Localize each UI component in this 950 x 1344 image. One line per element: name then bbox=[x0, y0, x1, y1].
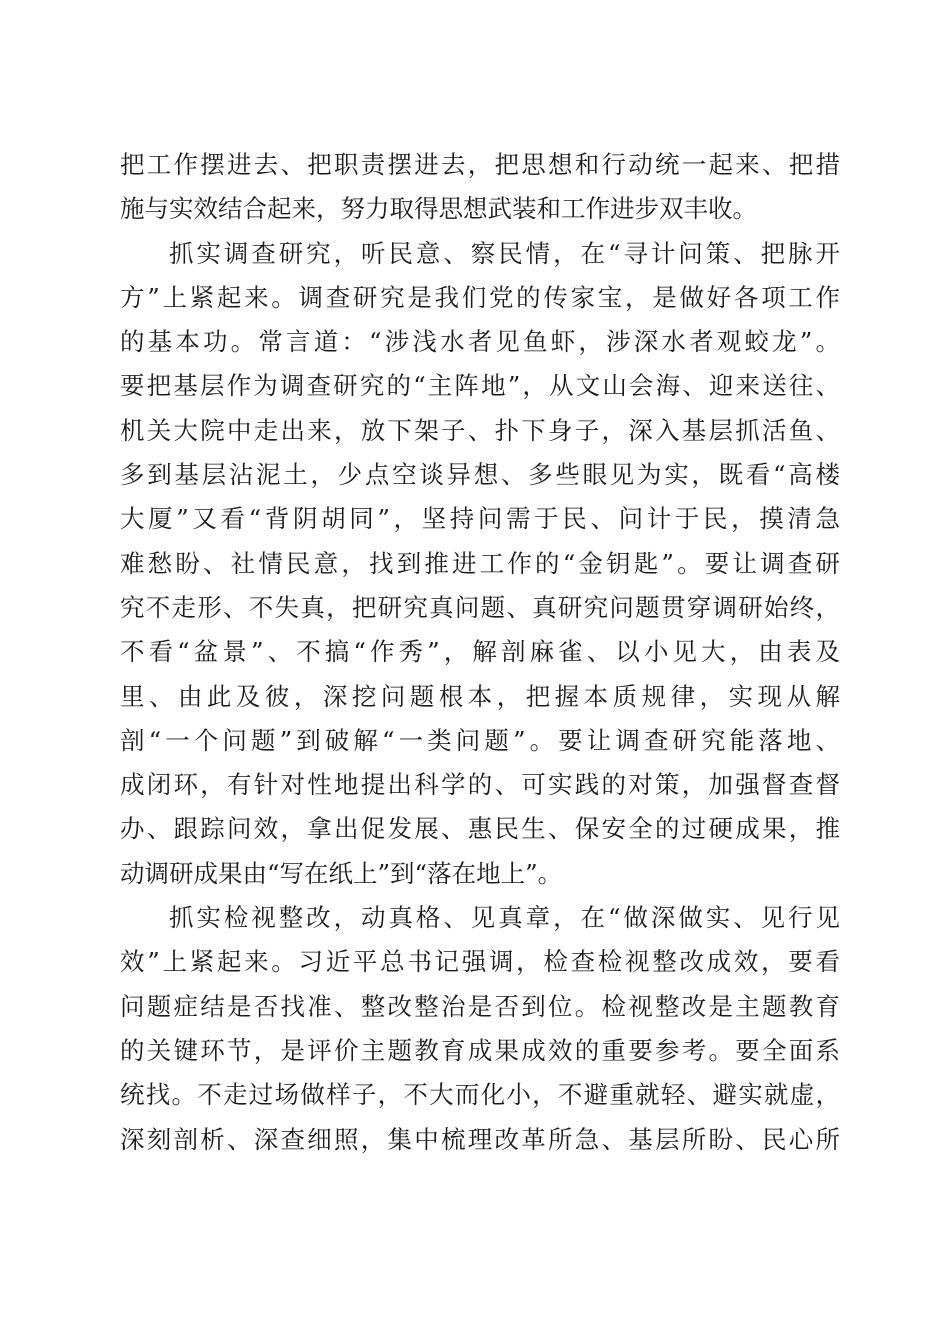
text-line: 问题症结是否找准、整改整治是否到位。检视整改是主题教育 bbox=[120, 991, 840, 1021]
text-line: 究不走形、不失真，把研究真问题、真研究问题贯穿调研始终， bbox=[120, 592, 840, 622]
text-line: 成闭环，有针对性地提出科学的、可实践的对策，加强督查督 bbox=[120, 770, 840, 800]
text-line: 机关大院中走出来，放下架子、扑下身子，深入基层抓活鱼、 bbox=[120, 415, 840, 445]
text-line: 要把基层作为调查研究的“主阵地”，从文山会海、迎来送往、 bbox=[120, 371, 840, 401]
body-text bbox=[120, 143, 840, 1162]
text-line: 效”上紧起来。习近平总书记强调，检查检视整改成效，要看 bbox=[120, 947, 840, 977]
text-line: 统找。不走过场做样子，不大而化小，不避重就轻、避实就虚， bbox=[120, 1080, 840, 1110]
text-line: 大厦”又看“背阴胡同”，坚持问需于民、问计于民，摸清急 bbox=[120, 504, 840, 534]
text-line: 深刻剖析、深查细照，集中梳理改革所急、基层所盼、民心所 bbox=[120, 1124, 840, 1154]
text-line: 剖“一个问题”到破解“一类问题”。要让调查研究能落地、 bbox=[120, 725, 840, 755]
text-line: 把工作摆进去、把职责摆进去，把思想和行动统一起来、把措 bbox=[120, 150, 840, 179]
text-line: 抓实调查研究，听民意、察民情，在“寻计问策、把脉开 bbox=[169, 238, 840, 268]
text-line: 方”上紧起来。调查研究是我们党的传家宝，是做好各项工作 bbox=[120, 282, 840, 312]
text-line: 不看“盆景”、不搞“作秀”，解剖麻雀、以小见大，由表及 bbox=[120, 637, 840, 667]
text-line: 办、跟踪问效，拿出促发展、惠民生、保安全的过硬成果，推 bbox=[120, 814, 840, 844]
text-line: 抓实检视整改，动真格、见真章，在“做深做实、见行见 bbox=[169, 903, 840, 933]
text-line: 难愁盼、社情民意，找到推进工作的“金钥匙”。要让调查研 bbox=[120, 548, 840, 578]
text-line: 多到基层沾泥土，少点空谈异想、多些眼见为实，既看“高楼 bbox=[120, 460, 840, 490]
text-line: 动调研成果由“写在纸上”到“落在地上”。 bbox=[120, 858, 563, 888]
text-line: 的关键环节，是评价主题教育成果成效的重要参考。要全面系 bbox=[120, 1035, 840, 1065]
text-line: 施与实效结合起来，努力取得思想武装和工作进步双丰收。 bbox=[120, 194, 757, 224]
text-line: 里、由此及彼，深挖问题根本，把握本质规律，实现从解 bbox=[120, 681, 840, 711]
text-line: 的基本功。常言道：“涉浅水者见鱼虾，涉深水者观蛟龙”。 bbox=[120, 327, 840, 357]
